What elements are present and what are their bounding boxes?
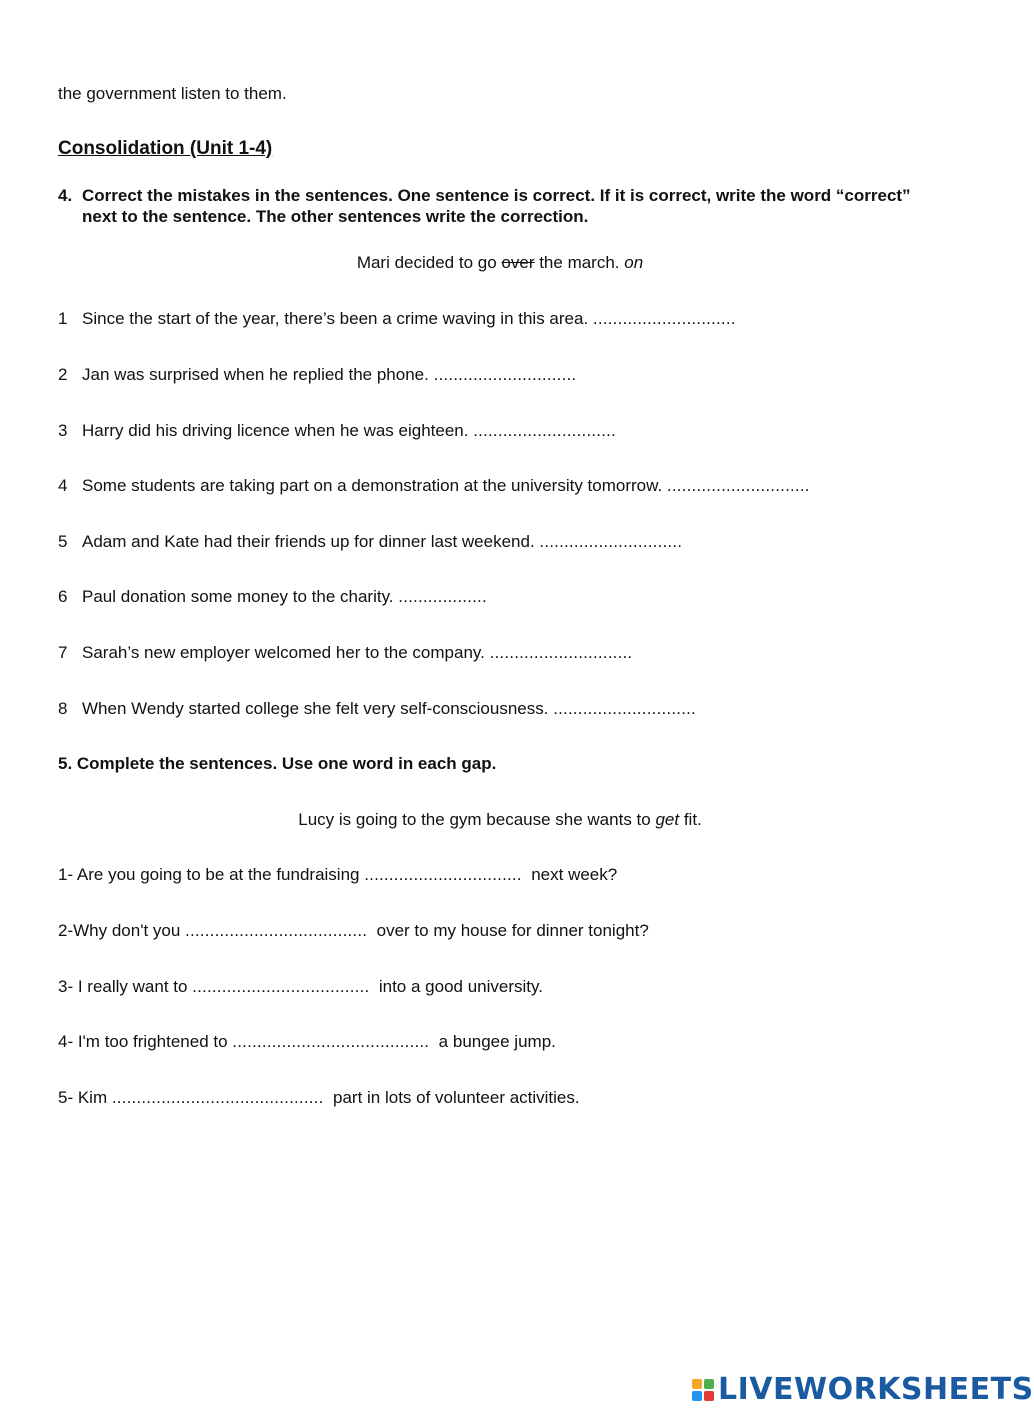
ex4-item-5 [58, 531, 682, 552]
item-text-after: next week? [521, 865, 618, 884]
answer-blank[interactable]: ............................. [592, 309, 736, 328]
item-number: 1 [58, 309, 68, 328]
item-text: Some students are taking part on a demonstration at the university tomorrow. [82, 476, 667, 495]
example-after: the march. [534, 253, 625, 272]
exercise-4-instruction [58, 185, 938, 227]
logo-square-2 [704, 1379, 714, 1389]
ex4-item-6 [58, 586, 487, 607]
item-text: Harry did his driving licence when he was eighteen. [82, 421, 474, 440]
item-text-before: 5- Kim [58, 1088, 112, 1107]
ex5-item-5 [58, 1087, 580, 1108]
item-text: Sarah’s new employer welcomed her to the company. [82, 643, 490, 662]
item-number: 5 [58, 532, 68, 551]
example-before: Lucy is going to the gym because she wants to [298, 810, 656, 829]
gap-blank[interactable]: ........................................ [232, 1032, 430, 1051]
answer-blank[interactable]: ............................. [489, 643, 633, 662]
ex5-item-1 [58, 864, 617, 885]
answer-blank[interactable]: ............................. [433, 365, 577, 384]
item-text: Since the start of the year, there’s been a crime waving in this area. [82, 309, 593, 328]
logo-square-4 [704, 1391, 714, 1401]
item-text: When Wendy started college she felt very self-consciousness. [82, 699, 554, 718]
item-text-after: a bungee jump. [429, 1032, 556, 1051]
ex4-item-1 [58, 308, 736, 329]
ex4-item-7 [58, 642, 632, 663]
item-text-before: 4- I'm too frightened to [58, 1032, 233, 1051]
item-text-after: into a good university. [369, 977, 543, 996]
item-text: Paul donation some money to the charity. [82, 587, 399, 606]
item-text: Adam and Kate had their friends up for dinner last weekend. [82, 532, 540, 551]
example-after: fit. [679, 810, 702, 829]
example-answer: get [655, 810, 680, 829]
exercise-4-example [0, 252, 1000, 273]
example-struck-word: over [501, 253, 535, 272]
gap-blank[interactable]: ..................................... [185, 921, 368, 940]
item-number: 7 [58, 643, 68, 662]
item-text-before: 2-Why don't you [58, 921, 186, 940]
gap-blank[interactable]: ........................................... [111, 1088, 324, 1107]
gap-blank[interactable]: ................................ [364, 865, 522, 884]
item-number: 2 [58, 365, 68, 384]
item-number: 6 [58, 587, 68, 606]
item-text-before: 1- Are you going to be at the fundraising [58, 865, 365, 884]
item-number: 4 [58, 476, 68, 495]
exercise-4-instruction-text: Correct the mistakes in the sentences. One sentence is correct. If it is correct, write the word “correct” next to the sentence. The other sentences write the correction. [82, 186, 911, 226]
item-text: Jan was surprised when he replied the phone. [82, 365, 434, 384]
item-number: 3 [58, 421, 68, 440]
ex4-item-4 [58, 475, 810, 496]
logo-square-1 [692, 1379, 702, 1389]
exercise-5-example [0, 809, 1000, 830]
section-heading: Consolidation (Unit 1-4) [58, 138, 273, 159]
answer-blank[interactable]: ............................. [539, 532, 683, 551]
answer-blank[interactable]: ............................. [473, 421, 616, 440]
logo-brand-text: LIVEWORKSHEETS [718, 1372, 1034, 1407]
exercise-4-number: 4. [58, 186, 73, 205]
ex5-item-3 [58, 976, 543, 997]
item-number: 8 [58, 699, 68, 718]
gap-blank[interactable]: .................................... [192, 977, 370, 996]
ex4-item-3 [58, 420, 616, 441]
logo-squares-icon [692, 1379, 714, 1401]
ex5-item-2 [58, 920, 649, 941]
answer-blank[interactable]: ............................. [553, 699, 696, 718]
item-text-after: part in lots of volunteer activities. [323, 1088, 580, 1107]
continued-text: the government listen to them. [58, 84, 287, 103]
example-answer: on [624, 253, 644, 272]
answer-blank[interactable]: .................. [398, 587, 487, 606]
item-text-before: 3- I really want to [58, 977, 193, 996]
logo-square-3 [692, 1391, 702, 1401]
example-before: Mari decided to go [356, 253, 502, 272]
answer-blank[interactable]: ............................. [666, 476, 810, 495]
liveworksheets-logo [692, 1374, 1034, 1406]
item-text-after: over to my house for dinner tonight? [367, 921, 649, 940]
exercise-5-instruction: 5. Complete the sentences. Use one word in each gap. [58, 754, 497, 773]
ex4-item-2 [58, 364, 576, 385]
ex5-item-4 [58, 1031, 556, 1052]
ex4-item-8 [58, 698, 696, 719]
